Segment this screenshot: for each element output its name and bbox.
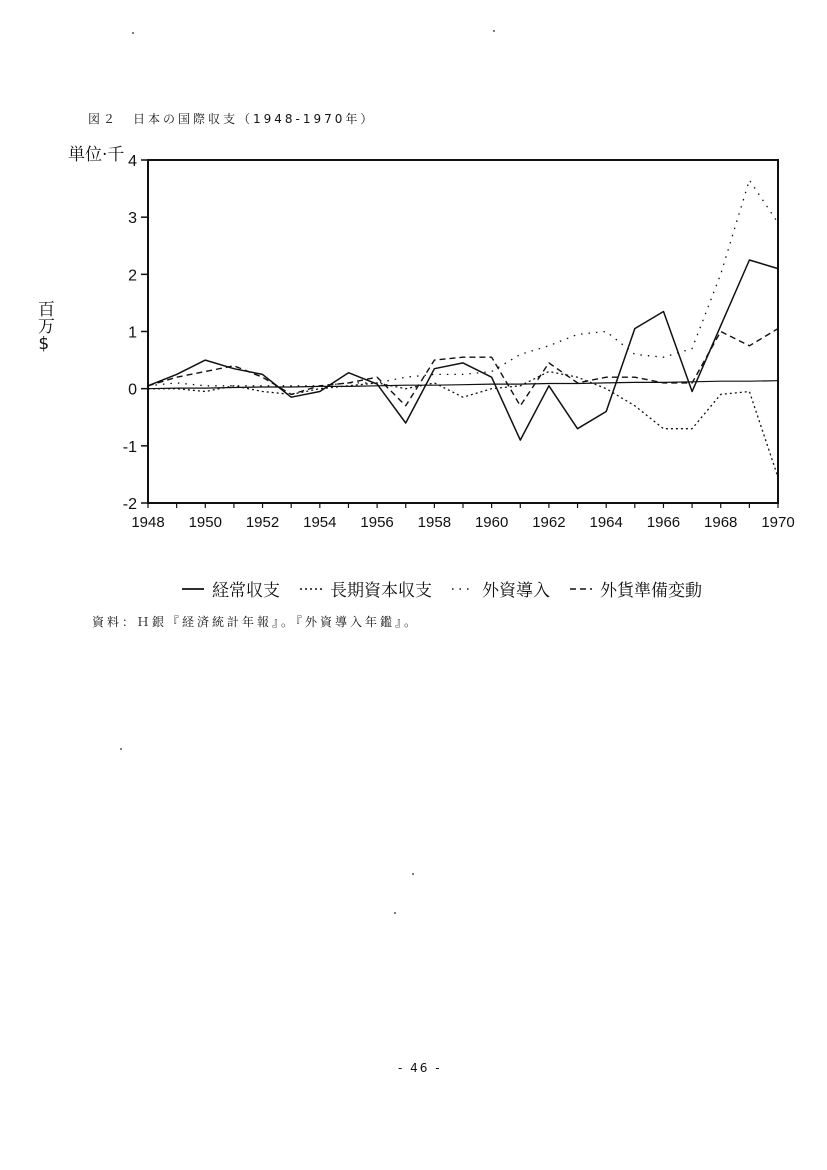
- x-tick-label: 1950: [188, 514, 222, 531]
- x-tick-label: 1968: [704, 514, 738, 531]
- x-tick-label: 1960: [474, 514, 509, 531]
- line-chart: [0, 0, 827, 560]
- y-tick-label: 4: [128, 153, 137, 170]
- source-note: 資料：Ｈ銀『経済統計年報』。『外資導入年鑑』。: [92, 615, 420, 629]
- scan-speck: [493, 30, 495, 32]
- unit-label: 単位·千: [68, 145, 125, 165]
- y-tick-label: -2: [122, 496, 137, 513]
- legend-swatch: [450, 584, 476, 594]
- page-number: - 46 -: [398, 1061, 442, 1075]
- scan-speck: [394, 912, 396, 914]
- legend-item: [450, 576, 550, 601]
- legend-item: [568, 576, 702, 601]
- x-tick-label: 1954: [303, 514, 337, 531]
- legend-label: 経常収支: [212, 581, 280, 601]
- series-line-sparse-dotted: [148, 180, 778, 386]
- y-tick-label: 0: [128, 381, 137, 399]
- y-tick-label: -1: [122, 438, 137, 456]
- legend-swatch: [298, 584, 324, 594]
- x-tick-label: 1966: [646, 514, 681, 531]
- plot-frame: [148, 160, 778, 503]
- scan-speck: [120, 748, 122, 750]
- x-tick-label: 1970: [761, 514, 795, 531]
- y-tick-label: 3: [128, 210, 137, 228]
- x-tick-label: 1956: [360, 514, 394, 531]
- x-tick-label: 1964: [589, 514, 623, 531]
- series-line-trend: [148, 381, 778, 389]
- legend-label: 長期資本収支: [330, 581, 432, 601]
- y-axis-label: 百万$: [33, 300, 54, 354]
- y-tick-label: 1: [128, 324, 137, 342]
- legend-swatch: [568, 584, 594, 594]
- legend: [180, 576, 702, 601]
- series-line-solid: [148, 260, 778, 440]
- scan-speck: [132, 32, 134, 34]
- y-tick-label: 2: [128, 267, 137, 285]
- legend-label: 外貨準備変動: [600, 581, 702, 601]
- legend-item: [298, 576, 432, 601]
- legend-swatch: [180, 584, 206, 594]
- scan-speck: [412, 873, 414, 875]
- x-tick-label: 1962: [532, 514, 566, 531]
- legend-label: 外資導入: [482, 581, 550, 601]
- x-tick-label: 1952: [245, 514, 280, 531]
- figure-title: 図２ 日本の国際収支（1948-1970年）: [88, 112, 376, 126]
- x-tick-label: 1958: [417, 514, 452, 531]
- legend-item: [180, 576, 280, 601]
- x-tick-label: 1948: [131, 514, 165, 531]
